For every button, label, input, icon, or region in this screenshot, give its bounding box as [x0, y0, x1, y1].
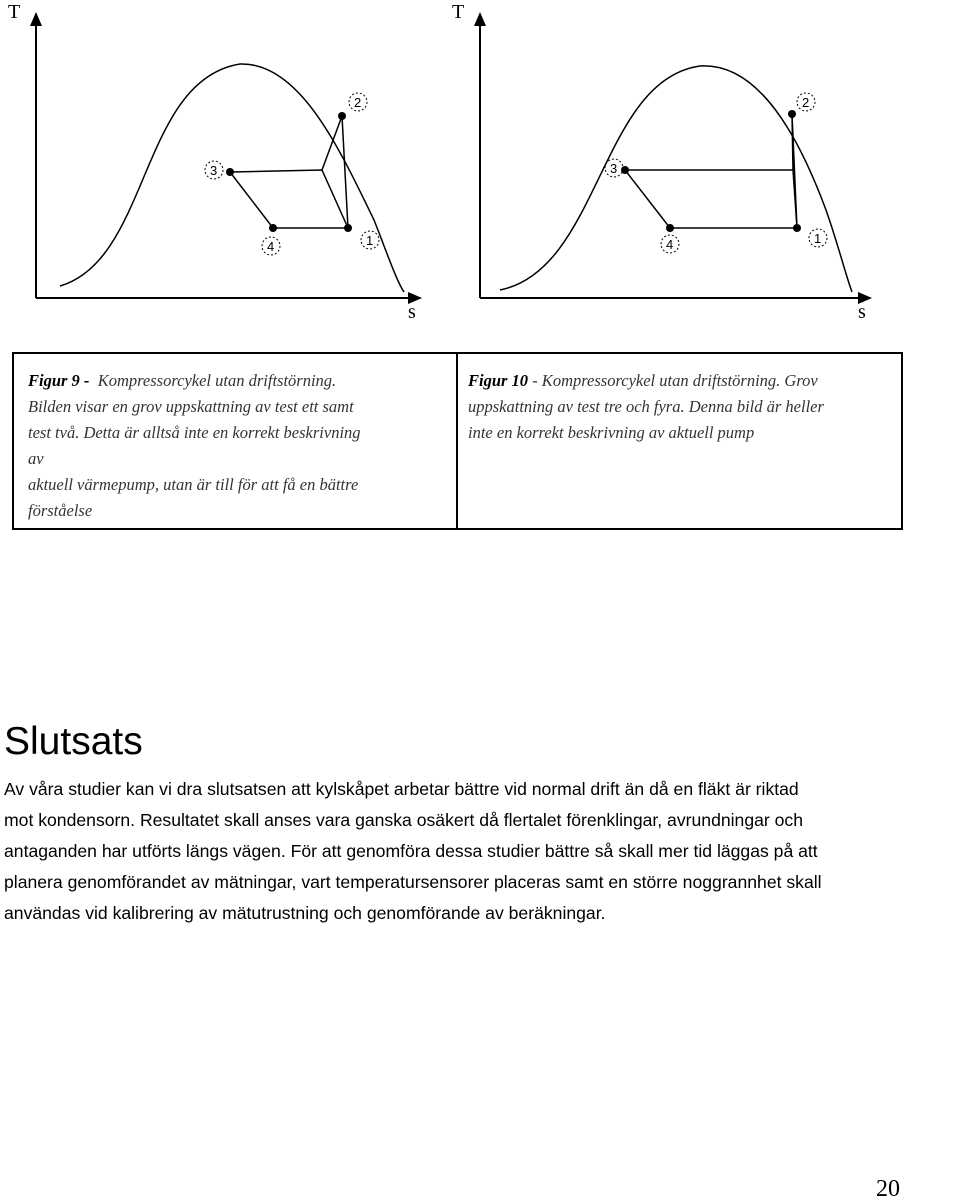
body-line: Av våra studier kan vi dra slutsatsen att kylskåpet arbetar bättre vid normal drift än då en fläkt är riktad — [4, 779, 799, 799]
state-point-2 — [338, 112, 346, 120]
figure-label: Figur 10 — [468, 371, 529, 390]
state-point-2 — [788, 110, 796, 118]
t-axis-label: T — [8, 1, 21, 23]
figure-10-caption — [458, 354, 901, 528]
state-point-1 — [793, 224, 801, 232]
caption-text: - Kompressorcykel utan driftstörning. Grov — [532, 371, 818, 390]
figure-9-caption — [14, 354, 458, 528]
ts-diagram-left — [8, 1, 420, 323]
point-4-label: 4 — [666, 237, 674, 252]
state-point-3 — [226, 168, 234, 176]
cycle-path — [230, 170, 348, 228]
state-point-4 — [269, 224, 277, 232]
caption-line — [28, 368, 444, 394]
point-1-label: 1 — [814, 231, 822, 246]
caption-line: förståelse — [28, 501, 93, 520]
cycle-path — [625, 170, 797, 228]
point-4-label: 4 — [267, 239, 275, 254]
caption-line: test två. Detta är alltså inte en korrekt beskrivning — [28, 423, 361, 442]
section-title: Slutsats — [4, 720, 143, 763]
figure-label: Figur 9 - — [28, 371, 90, 390]
figure-caption-table — [12, 352, 903, 530]
state-point-1 — [344, 224, 352, 232]
state-point-4 — [666, 224, 674, 232]
state-point-3 — [621, 166, 629, 174]
body-line: användas vid kalibrering av mätutrustning och genomförande av beräkningar. — [4, 903, 606, 923]
s-axis-label: s — [858, 301, 866, 323]
point-2-label: 2 — [354, 95, 362, 110]
point-3-label: 3 — [610, 161, 618, 176]
point-1-label: 1 — [366, 233, 374, 248]
ts-diagrams — [0, 0, 960, 330]
section-body — [4, 774, 959, 929]
t-axis-label: T — [452, 1, 465, 23]
caption-line: Bilden visar en grov uppskattning av test ett samt — [28, 397, 354, 416]
caption-line: inte en korrekt beskrivning av aktuell pump — [468, 423, 755, 442]
point-3-label: 3 — [210, 163, 218, 178]
caption-text: Kompressorcykel utan driftstörning. — [97, 371, 337, 390]
caption-line: av — [28, 449, 44, 468]
caption-line — [468, 368, 891, 394]
caption-line: uppskattning av test tre och fyra. Denna bild är heller — [468, 397, 824, 416]
page-number: 20 — [876, 1176, 900, 1202]
body-line: planera genomförandet av mätningar, vart temperatursensorer placeras samt en större noggrannhet skall — [4, 872, 822, 892]
ts-diagram-right — [452, 1, 870, 323]
saturation-dome — [60, 64, 404, 292]
point-2-label: 2 — [802, 95, 810, 110]
compression-line — [322, 116, 348, 228]
body-line: mot kondensorn. Resultatet skall anses vara ganska osäkert då flertalet förenklingar, avrundningar och — [4, 810, 804, 830]
s-axis-label: s — [408, 301, 416, 323]
body-line: antaganden har utförts längs vägen. För att genomföra dessa studier bättre så skall mer tid läggas på att — [4, 841, 818, 861]
caption-line: aktuell värmepump, utan är till för att få en bättre — [28, 475, 359, 494]
saturation-dome — [500, 66, 852, 292]
